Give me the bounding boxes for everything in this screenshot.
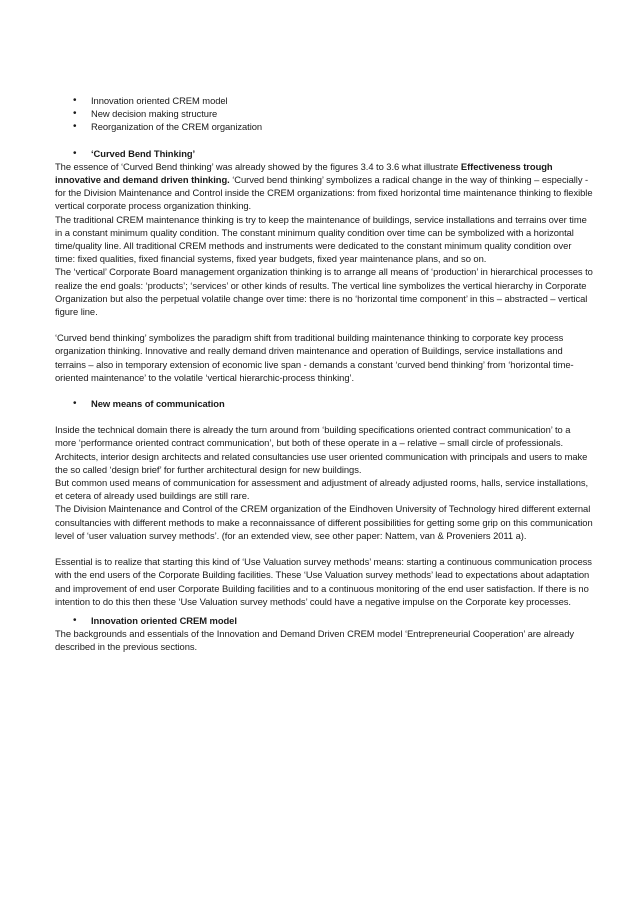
paragraph — [55, 160, 593, 213]
paragraph: The ‘vertical’ Corporate Board management organization thinking is to arrange all means of ‘production’ in hierarchical processes to realize the end goals: ‘products’; ‘services’ or other kinds of results. The vertical line symbolizes the vertical hierarchy in Corporate Organization but also the perpetual volatile change over time: there is no ‘horizontal time component’ in this – abstracted – vertical figure line. — [55, 266, 593, 318]
section-heading-innovation: • Innovation oriented CREM model — [55, 614, 593, 627]
list-item: • Innovation oriented CREM model — [55, 94, 593, 107]
paragraph: Architects, interior design architects and related consultancies use user oriented communication with principals and users to make the so called ‘design brief’ for further architectural design for new buildings. — [55, 450, 588, 475]
paragraph: The Division Maintenance and Control of the CREM organization of the Eindhoven University of Technology hired different external consultancies with different methods to make a reconnaissance of different possibilities for getting some grip on this communication level of ‘user valuation survey methods’. (for an extended view, see other paper: Nattem, van & Proveniers 2011 a). — [55, 503, 593, 541]
list-item: • New decision making structure — [55, 107, 593, 120]
paragraph: Inside the technical domain there is already the turn around from ‘building specifications oriented contract communication’ to a more ‘performance oriented contract communication’, but both of these operate in a – relative – small circle of professionals. — [55, 424, 571, 449]
emphasis-text: Effectiveness trough innovative and demand driven thinking. — [55, 160, 553, 186]
section-heading-communication: • New means of communication — [55, 397, 593, 410]
document-page — [55, 94, 593, 654]
paragraph: Essential is to realize that starting this kind of ‘Use Valuation survey methods’ means: starting a continuous communication process with the end users of the Corporate Building facilities. These ‘Use Valuation survey methods’ lead to expectations about adaptation and improvement of end user Corporate Building facilities and to a continuous monitoring of the end user satisfaction. If there is no intention to do this then these ‘Use Valuation survey methods’ could have a negative impulse on the Corporate key processes. — [55, 556, 592, 607]
paragraph-text: ‘Curved bend thinking’ symbolizes a radical change in the way of thinking – especially - for the Division Maintenance and Control inside the CREM organizations: from fixed horizontal time maintenance thinking to flexible vertical corporate process organization thinking. — [55, 174, 593, 212]
section-heading-curved-bend: • ‘Curved Bend Thinking’ — [55, 147, 593, 160]
paragraph: The traditional CREM maintenance thinking is try to keep the maintenance of buildings, service installations and terrains over time in a constant minimum quality condition. The constant minimum quality condition over time can be symbolized with a horizontal time/quality line. All traditional CREM methods and instruments were dedicated to the constant minimum quality condition over time: fixed qualities, fixed financial systems, fixed year budgets, fixed year maintenance plans, and so on. — [55, 213, 587, 265]
paragraph: But common used means of communication for assessment and adjustment of already adjusted rooms, halls, service installations, et cetera of already used buildings are still rare. — [55, 477, 589, 502]
list-item: • Reorganization of the CREM organization — [55, 120, 593, 133]
paragraph: The backgrounds and essentials of the Innovation and Demand Driven CREM model ‘Entrepreneurial Cooperation’ are already described in the previous sections. — [55, 628, 575, 653]
paragraph: ‘Curved bend thinking’ symbolizes the paradigm shift from traditional building maintenance thinking to corporate key process organization thinking. Innovative and really demand driven maintenance and operation of Buildings, service installations and terrains – also in temporary extension of economic live span - demands a constant ‘curved bend thinking’ from ‘horizontal time-oriented maintenance’ to the volatile ‘vertical hierarchic-process thinking’. — [55, 332, 574, 383]
paragraph-text: The essence of ‘Curved Bend thinking’ was already showed by the figures 3.4 to 3.6 what illustrate — [55, 160, 461, 172]
intro-bullet-list — [55, 94, 593, 134]
